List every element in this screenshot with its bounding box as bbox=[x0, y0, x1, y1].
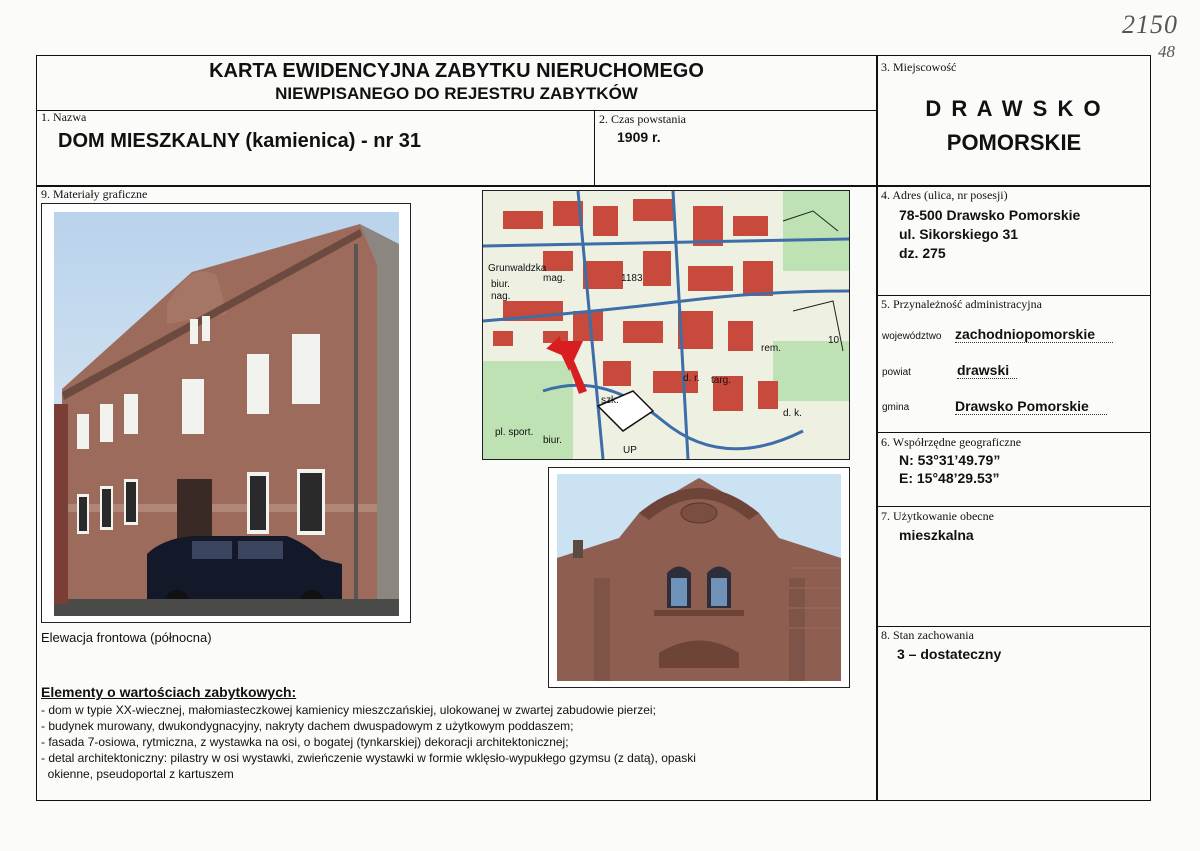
svg-text:rem.: rem. bbox=[761, 343, 781, 354]
usage-label: 7. Użytkowanie obecne bbox=[881, 509, 994, 523]
locality-value-line2: POMORSKIE bbox=[946, 130, 1082, 155]
divider-title-bottom bbox=[36, 110, 877, 111]
svg-text:d. r.: d. r. bbox=[683, 373, 700, 384]
locality-label: 3. Miejscowość bbox=[881, 60, 957, 74]
county-label: powiat bbox=[882, 367, 911, 378]
usage-value: mieszkalna bbox=[899, 527, 974, 543]
address-line1: 78-500 Drawsko Pomorskie bbox=[899, 207, 1081, 223]
name-value: DOM MIESZKALNY (kamienica) - nr 31 bbox=[58, 130, 422, 152]
divider-address-bottom bbox=[876, 295, 1151, 296]
commune-label: gmina bbox=[882, 402, 910, 413]
county-value: drawski bbox=[957, 362, 1017, 379]
element-item: okienne, pseudoportal z kartuszem bbox=[41, 767, 234, 781]
svg-text:1183: 1183 bbox=[621, 273, 643, 284]
svg-text:biur.: biur. bbox=[491, 279, 510, 290]
commune-value: Drawsko Pomorskie bbox=[955, 398, 1107, 415]
handwritten-inventory-number: 2150 bbox=[1122, 10, 1178, 39]
svg-text:szk.: szk. bbox=[601, 395, 619, 406]
address-line3: dz. 275 bbox=[899, 245, 946, 261]
card-title-line2: NIEWPISANEGO DO REJESTRU ZABYTKÓW bbox=[275, 84, 638, 103]
location-map bbox=[482, 190, 850, 460]
element-item: - detal architektoniczny: pilastry w osi wystawki, zwieńczenie wystawki w formie wklęsło-wypukłego gzymsu (z datą), opaski bbox=[41, 751, 696, 765]
locality-value-line1: D R A W S K O bbox=[925, 96, 1103, 121]
address-label: 4. Adres (ulica, nr posesji) bbox=[881, 188, 1008, 202]
condition-value: 3 – dostateczny bbox=[897, 646, 1002, 662]
voivodeship-value: zachodniopomorskie bbox=[955, 326, 1113, 343]
divider-admin-bottom bbox=[876, 432, 1151, 433]
divider-right-column bbox=[876, 55, 878, 801]
address-line2: ul. Sikorskiego 31 bbox=[899, 226, 1019, 242]
divider-header-bottom bbox=[36, 185, 1151, 187]
handwritten-sub-number: 48 bbox=[1158, 42, 1175, 61]
element-item: - dom w typie XX-wiecznej, małomiasteczkowej kamienicy mieszczańskiej, ulokowanej w zwartej zabudowie pierzei; bbox=[41, 703, 656, 717]
time-label: 2. Czas powstania bbox=[599, 112, 686, 126]
admin-label: 5. Przynależność administracyjna bbox=[881, 297, 1042, 311]
facade-caption: Elewacja frontowa (północna) bbox=[41, 630, 212, 645]
divider-name-time bbox=[594, 110, 595, 186]
svg-text:mag.: mag. bbox=[543, 273, 566, 284]
svg-text:targ.: targ. bbox=[711, 375, 732, 386]
card-title-line1: KARTA EWIDENCYJNA ZABYTKU NIERUCHOMEGO bbox=[209, 60, 704, 82]
voivodeship-label: województwo bbox=[882, 331, 942, 342]
svg-text:nag.: nag. bbox=[491, 291, 511, 302]
svg-text:d. k.: d. k. bbox=[783, 408, 802, 419]
divider-usage-bottom bbox=[876, 626, 1151, 627]
map-label-street: Grunwaldzka bbox=[488, 263, 547, 274]
svg-text:pl. sport.: pl. sport. bbox=[495, 427, 534, 438]
coords-north: N: 53°31’49.79” bbox=[899, 452, 1001, 468]
name-label: 1. Nazwa bbox=[41, 110, 87, 124]
time-value: 1909 r. bbox=[617, 129, 661, 145]
elements-list bbox=[41, 702, 861, 782]
svg-text:biur.: biur. bbox=[543, 435, 562, 446]
element-item: - budynek murowany, dwukondygnacyjny, nakryty dachem dwuspadowym z użytkowym poddaszem; bbox=[41, 719, 574, 733]
element-item: - fasada 7-osiowa, rytmiczna, z wystawka na osi, o bogatej (tynkarskiej) dekoracji architektonicznej; bbox=[41, 735, 569, 749]
coords-label: 6. Współrzędne geograficzne bbox=[881, 435, 1022, 449]
facade-photo bbox=[41, 203, 411, 623]
condition-label: 8. Stan zachowania bbox=[881, 628, 974, 642]
elements-heading: Elementy o wartościach zabytkowych: bbox=[41, 684, 297, 700]
divider-coords-bottom bbox=[876, 506, 1151, 507]
svg-text:UP: UP bbox=[623, 445, 637, 456]
coords-east: E: 15°48’29.53” bbox=[899, 470, 1000, 486]
gable-detail-photo bbox=[548, 467, 850, 688]
graphics-label: 9. Materiały graficzne bbox=[41, 187, 148, 201]
svg-text:10: 10 bbox=[828, 335, 840, 346]
